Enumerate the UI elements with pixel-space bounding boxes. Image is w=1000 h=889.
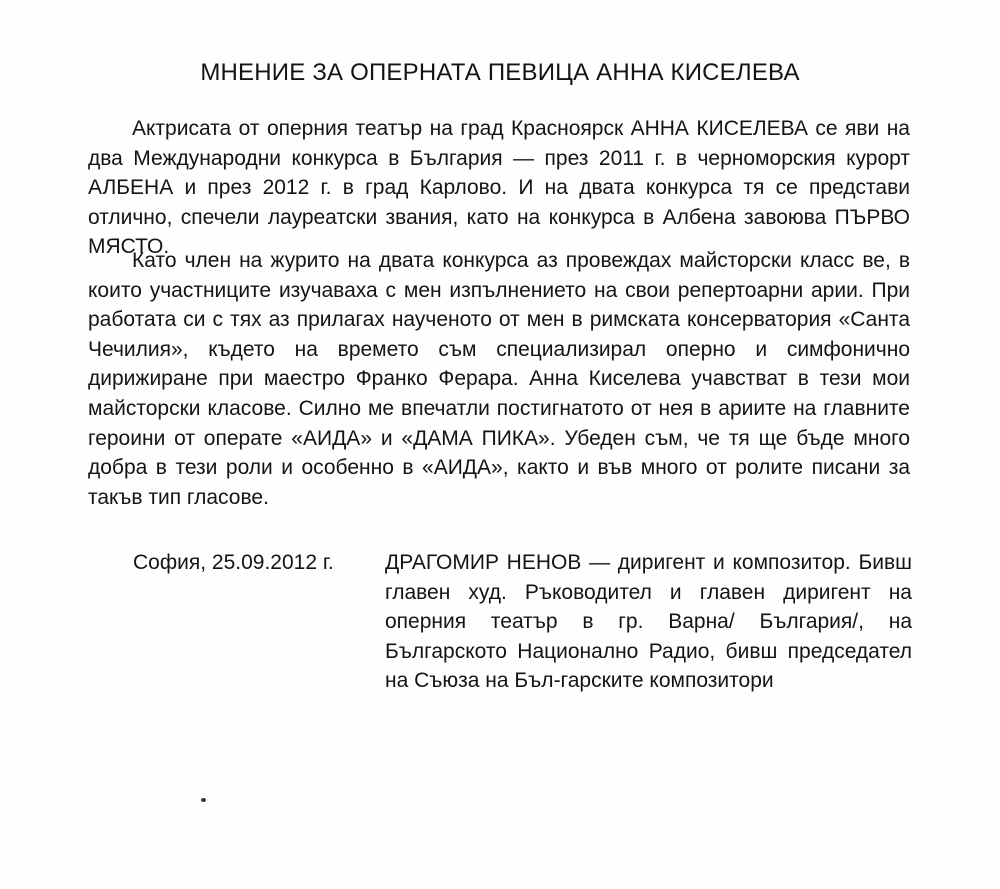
paper-speck <box>201 798 206 802</box>
signature-block: ДРАГОМИР НЕНОВ — диригент и композитор. Бивш главен худ. Ръководител и главен диригент на оперния театър в гр. Варна/ България/, на Българското Национално Радио, бивш председател на Съюза на Бъл-гарските композитори <box>385 551 912 693</box>
place-date: София, 25.09.2012 г. <box>133 551 334 574</box>
document-title: МНЕНИЕ ЗА ОПЕРНАТА ПЕВИЦА АННА КИСЕЛЕВА <box>200 59 800 86</box>
paragraph-1: Актрисата от оперния театър на град Красноярск АННА КИСЕЛЕВА се яви на два Международни конкурса в България — през 2011 г. в черноморския курорт АЛБЕНА и през 2012 г. в град Карлово. И на двата конкурса тя се представи отлично, спечели лауреатски звания, като на конкурса в Албена завоюва ПЪРВО МЯСТО. <box>88 117 910 259</box>
paragraph-2: Като член на журито на двата конкурса аз провеждах майсторски класс ве, в които участниците изучаваха с мен изпълнението на свои репертоарни арии. При работата си с тях аз прилагах наученото от мен в римската консерватория «Санта Чечилия», където на времето съм специализирал оперно и симфонично дирижиране при маестро Франко Ферара. Анна Киселева учавстват в тези мои майсторски класове. Силно ме впечатли постигнатото от нея в ариите на главните героини от операте «АИДА» и «ДАМА ПИКА». Убеден съм, че тя ще бъде много добра в тези роли и особенно в «АИДА», както и във много от ролите писани за такъв тип гласове. <box>88 249 910 509</box>
